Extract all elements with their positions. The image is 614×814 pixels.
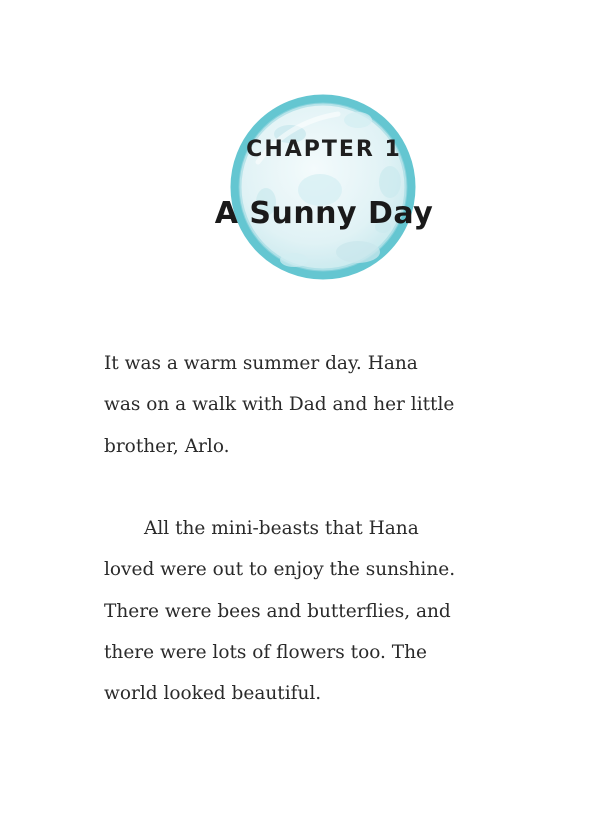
- chapter-number: CHAPTER 1: [246, 137, 402, 162]
- story-text: [104, 343, 524, 715]
- story-line: loved were out to enjoy the sunshine.: [104, 559, 456, 581]
- paragraph-1: [104, 343, 524, 467]
- chapter-badge: [228, 92, 418, 282]
- story-line: All the mini-beasts that Hana: [144, 518, 419, 540]
- story-line: world looked beautiful.: [104, 683, 322, 705]
- paragraph-2: [104, 508, 524, 714]
- story-line: There were bees and butterflies, and: [104, 600, 451, 622]
- story-line: there were lots of flowers too. The: [104, 642, 427, 664]
- story-line: It was a warm summer day. Hana: [104, 353, 418, 374]
- story-line: was on a walk with Dad and her little: [104, 394, 455, 416]
- moon-badge-icon: [228, 92, 418, 282]
- story-line: brother, Arlo.: [104, 435, 230, 457]
- chapter-title: A Sunny Day: [214, 196, 434, 231]
- paragraph-spacer: [104, 467, 524, 508]
